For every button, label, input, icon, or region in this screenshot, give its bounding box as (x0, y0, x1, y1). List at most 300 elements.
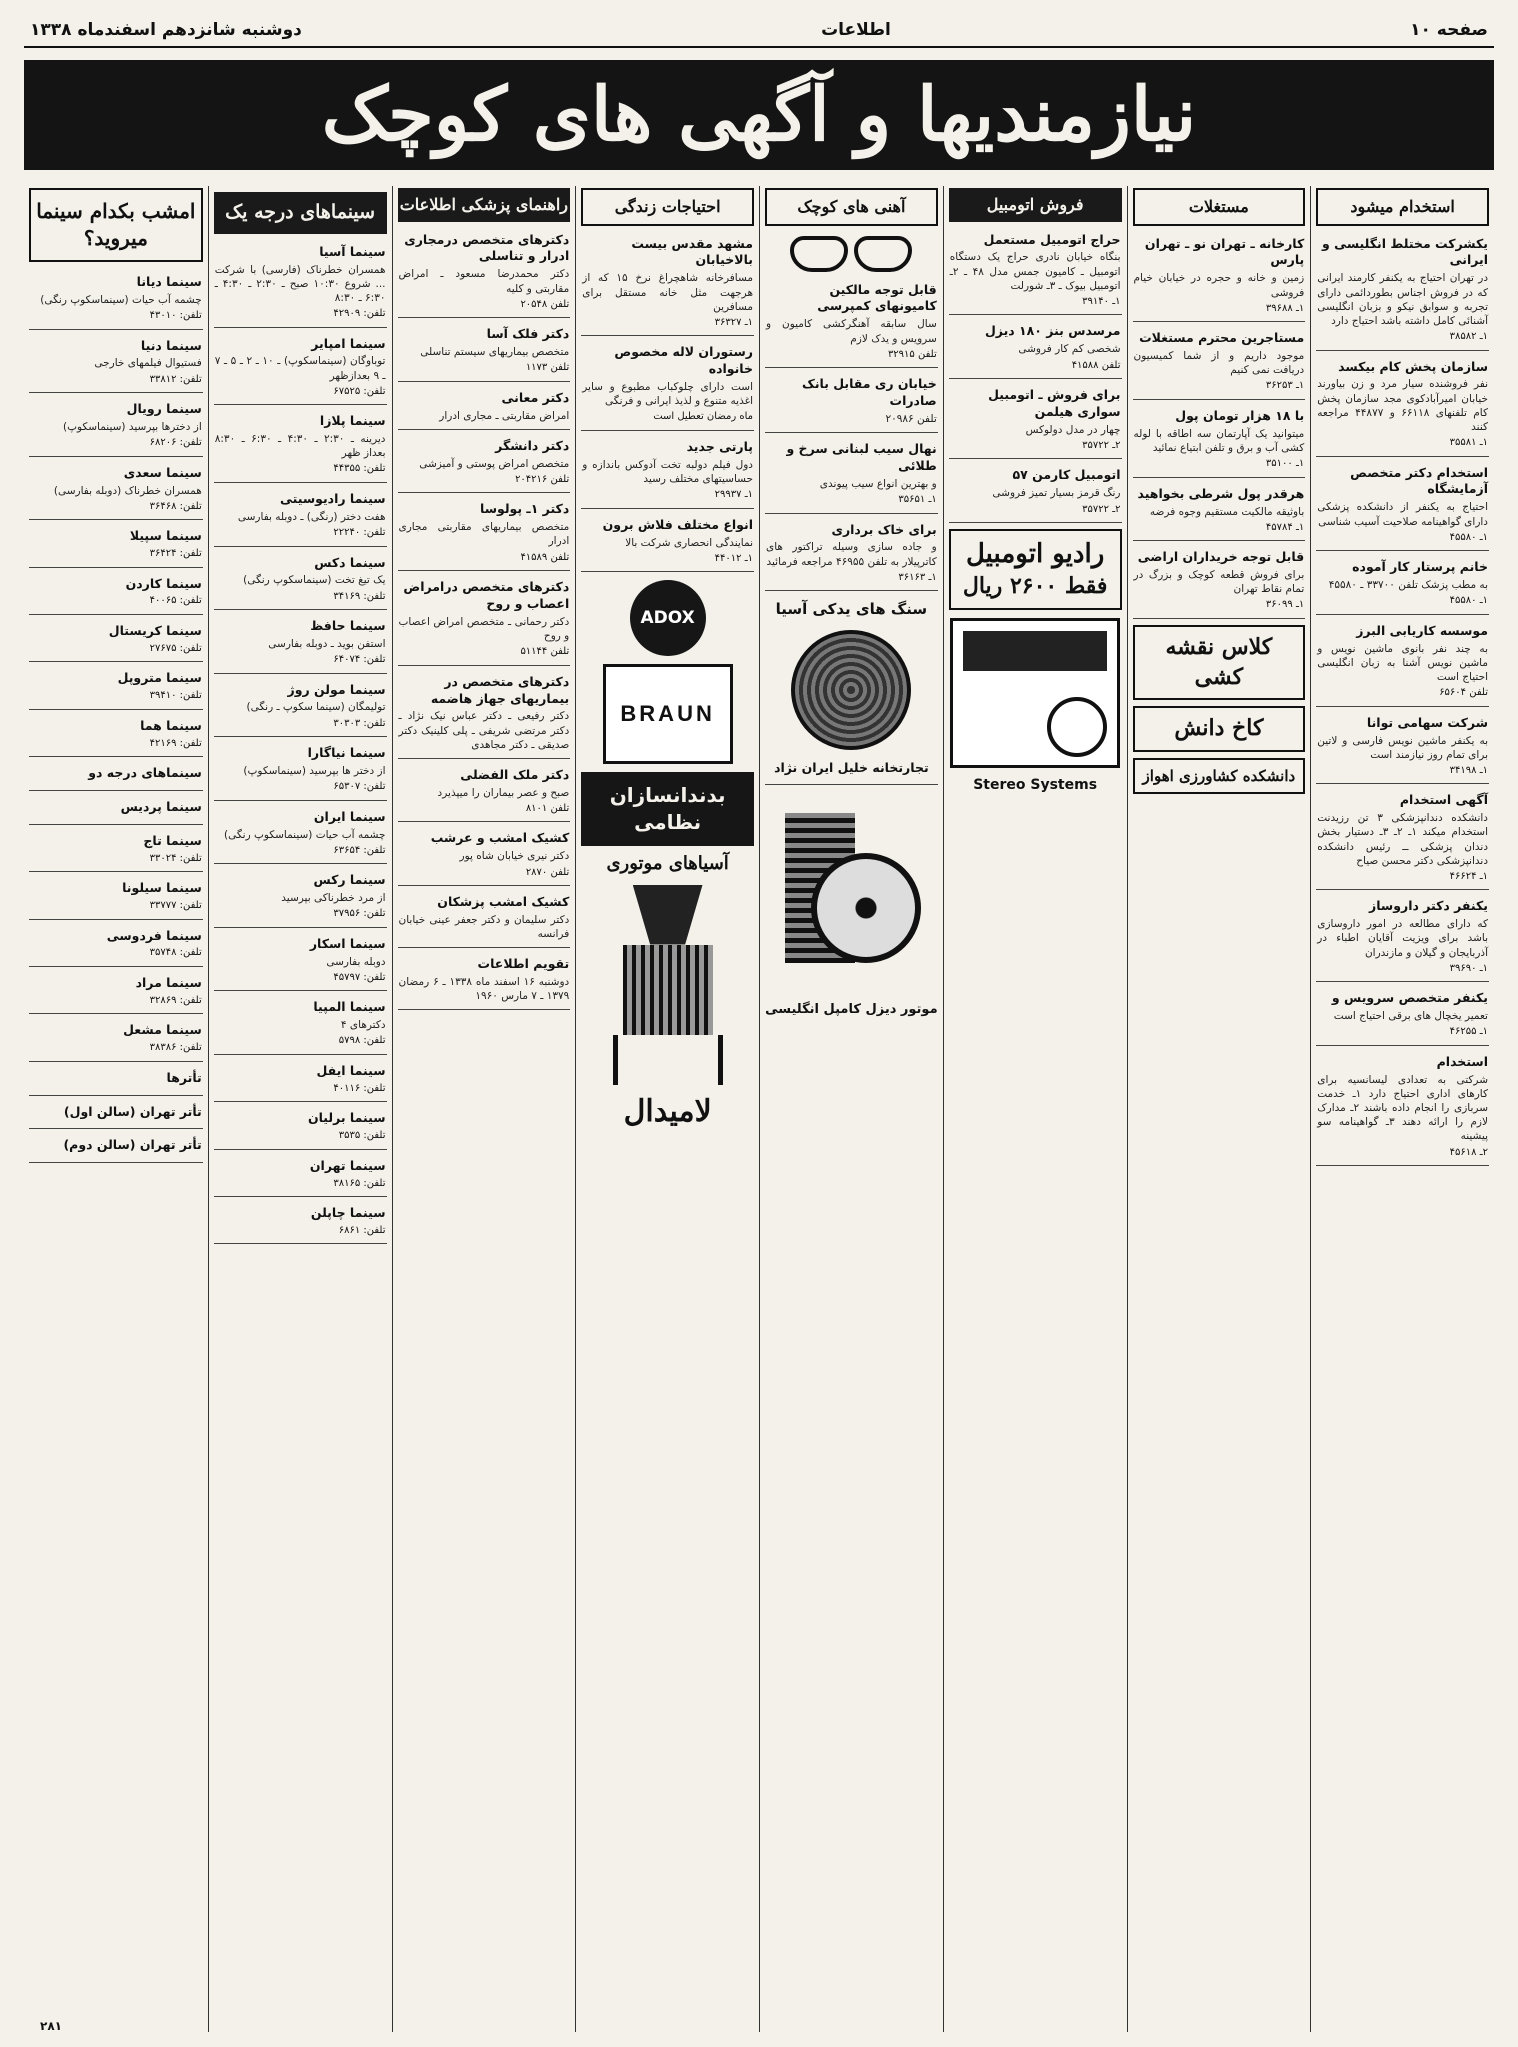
ad-body: دکتر محمدرضا مسعود ـ امراض مقاربتی و کلیه (398, 268, 570, 295)
ad-body: به مطب پزشک تلفن ۳۳۷۰۰ ـ ۴۵۵۸۰ (1328, 579, 1488, 592)
ad-body: دانشکده دندانپزشکی ۳ تن رزیدنت استخدام میکند ۱ـ ۲ـ ۳ـ دستیار بخش دندان پزشکی ــ رئیس دانشکده دندانپزشکی دکتر محسن صیاح (1317, 812, 1488, 867)
ad-title: سینما سیلونا (122, 880, 202, 896)
ad-list (1316, 232, 1489, 1166)
engine-title: موتور دیزل کامپل انگلیسی (765, 1002, 938, 1018)
ad-body: دکتر نیری خیابان شاه پور (459, 850, 570, 863)
ad-title: قابل توجه مالکین کامیونهای کمپرسی (817, 281, 937, 314)
ad-title: برای خاک برداری (831, 521, 937, 537)
ad-phone: تلفن: ۵۷۹۸ (338, 1035, 386, 1047)
ad-body: صبح و عصر بیماران را میپذیرد (437, 786, 570, 799)
classified-ad (214, 995, 387, 1055)
ad-phone: تلفن: ۲۷۶۷۵ (149, 642, 202, 654)
ad-title: سینما ایفل (316, 1062, 386, 1078)
ad-title: کارخانه ـ تهران نو ـ تهران پارس (1144, 235, 1305, 268)
ad-phone: تلفن: ۴۴۳۵۵ (333, 463, 386, 475)
ad-body: دکتر رحمانی ـ متخصص امراض اعصاب و روح (398, 615, 570, 642)
classified-ad (29, 1066, 203, 1096)
ad-body: متخصص امراض پوستی و آمیزشی (419, 457, 570, 470)
ad-title: سینما مراد (135, 974, 202, 990)
column-heading: امشب بکدام سینما میروید؟ (29, 188, 203, 262)
agri-college-ad (1133, 758, 1306, 794)
classified-ad (214, 1059, 387, 1102)
column-cinemas-first (208, 186, 392, 2032)
ad-phone: تلفن: ۳۴۱۶۹ (333, 590, 386, 602)
ad-body: متخصص بیماریهای مقاربتی مجاری ادرار (398, 521, 570, 548)
ad-phone: تلفن: ۴۲۹۰۹ (333, 308, 386, 320)
issue-date: دوشنبه شانزدهم اسفندماه ۱۳۳۸ (30, 20, 302, 40)
ad-phone: تلفن ۸۱۰۱ (525, 802, 570, 814)
classified-ad (29, 924, 203, 967)
ad-body: تولیمگان (سینما سکوپ ـ رنگی) (246, 701, 386, 714)
ad-body: دیرینه ـ ۲:۳۰ ـ ۴:۳۰ ـ ۶:۳۰ ـ ۸:۳۰ بعداز ظهر (214, 433, 386, 460)
ad-phone: تلفن: ۳۹۴۱۰ (149, 690, 202, 702)
ad-phone: تلفن: ۶۸۲۰۶ (149, 437, 202, 449)
ad-title: سینما رویال (126, 401, 202, 417)
ad-title: سینما رادیوسیتی (280, 490, 386, 506)
ad-title: یکنفر دکتر داروساز (1369, 898, 1488, 914)
ad-title: سینما پردیس (120, 798, 202, 814)
ad-title: استخدام (1436, 1053, 1488, 1069)
ad-phone: تلفن ۶۵۶۰۴ (1439, 687, 1488, 699)
ad-phone: تلفن: ۳۳۰۲۴ (149, 852, 202, 864)
classified-ad (398, 763, 571, 823)
ad-body: یک تیغ تخت (سینماسکوپ رنگی) (243, 574, 386, 587)
column-heading: راهنمای پزشکی اطلاعات (398, 188, 571, 222)
ad-phone: تلفن ۲۰۵۴۸ (520, 298, 570, 310)
ad-body: بنگاه خیابان نادری حراج یک دستگاه اتومبیل ـ کامیون جمس مدل ۴۸ ـ ۲ـ اتومبیل بیوک ـ ۳ـ شورلت (949, 251, 1121, 292)
ad-list (214, 240, 387, 1245)
ad-body: چشمه آب حیات (سینماسکوپ رنگی) (224, 828, 386, 841)
ad-title: سینما چاپلن (310, 1205, 386, 1221)
classified-ad (1316, 619, 1489, 707)
ad-body: دکترهای ۴ (340, 1019, 386, 1032)
ad-body: باوثیقه مالکیت مستقیم وجوه فرضه (1149, 505, 1305, 518)
classified-ad (1133, 326, 1306, 400)
classified-ad (949, 463, 1122, 523)
ad-title: آگهی استخدام (1399, 792, 1488, 808)
ad-phone: تلفن: ۶۵۳۰۷ (333, 781, 386, 793)
ad-phone: ۲ـ ۳۵۷۲۲ (1082, 439, 1121, 451)
classified-ad (214, 332, 387, 406)
drafting-class-ad (1133, 625, 1306, 700)
ad-body: به چند نفر بانوی ماشین نویس و ماشین نویس آشنا به زبان انگلیسی احتیاج است (1317, 642, 1488, 683)
speaker-icon (1047, 697, 1107, 757)
classified-ad (29, 795, 203, 825)
ad-phone: تلفن: ۴۵۷۹۷ (333, 971, 386, 983)
adox-logo: ADOX (630, 580, 706, 656)
column-notices (759, 186, 943, 2032)
ad-title: سینما المپیا (313, 999, 386, 1015)
ad-title: سینما مشعل (123, 1022, 202, 1038)
ad-phone: ۱ـ ۴۴۰۱۲ (714, 552, 753, 564)
ad-title: مستاجرین محترم مستغلات (1139, 330, 1305, 346)
ad-title: دکتر فلک آسا (486, 326, 570, 342)
classified-ad (29, 829, 203, 872)
classified-ad (765, 437, 938, 513)
ad-phone: تلفن ۴۱۵۸۹ (520, 551, 570, 563)
classified-ad (398, 952, 571, 1010)
classified-ad (398, 575, 571, 666)
ad-phone: تلفن: ۶۸۶۱ (338, 1224, 386, 1236)
column-heading: استخدام میشود (1316, 188, 1489, 226)
classified-ad (29, 270, 203, 330)
ad-phone: تلفن ۳۲۹۱۵ (887, 348, 937, 360)
ad-phone: تلفن: ۳۵۳۵ (338, 1130, 386, 1142)
ad-title: اتومبیل کارمن ۵۷ (1012, 467, 1121, 483)
classified-ad (398, 434, 571, 494)
column-heading: آهنی های کوچک (765, 188, 938, 226)
classifieds-banner: نیازمندیها و آگهی های کوچک (24, 60, 1494, 170)
ad-title: دکترهای متخصص در بیماریهای جهاز هاضمه (430, 673, 570, 706)
classified-ad (581, 340, 754, 431)
ad-phone: ۱ـ ۳۶۱۶۳ (898, 571, 937, 583)
ad-phone: تلفن: ۳۸۳۸۶ (149, 1042, 202, 1054)
ad-body: استفن بوید ـ دوبله بفارسی (268, 637, 386, 650)
ad-phone: تلفن: ۶۳۶۵۴ (333, 844, 386, 856)
classified-ad (29, 619, 203, 662)
ad-body: تعمیر یخچال های برقی احتیاج است (1333, 1010, 1488, 1023)
ad-title: تقویم اطلاعات (477, 956, 570, 972)
page-header (24, 14, 1494, 48)
ad-title: دکترهای متخصص درمجاری ادرار و تناسلی (404, 231, 570, 264)
ad-title: دکتر معانی (501, 389, 570, 405)
ad-phone: ماه رمضان تعطیل است (653, 411, 753, 423)
ad-phone: تلفن: ۴۳۰۱۰ (149, 310, 202, 322)
dentists-title: بدندانسازان نظامی (609, 783, 726, 835)
millstone-icon (791, 630, 911, 750)
ad-title: سینما تاج (143, 832, 202, 848)
ad-phone: ۱ـ ۳۹۶۸۸ (1265, 302, 1305, 314)
classified-ad (398, 890, 571, 948)
ad-phone: ۱ـ ۴۵۵۸۰ (1449, 595, 1488, 607)
ad-title: سینما پلازا (319, 413, 386, 429)
ad-phone: ۲ـ ۳۵۷۲۲ (1082, 503, 1121, 515)
ad-body: متخصص بیماریهای سیستم تناسلی (420, 346, 570, 359)
ad-title: هرقدر پول شرطی بخواهید (1137, 485, 1305, 501)
ad-phone: ۱ـ ۳۵۵۸۱ (1449, 437, 1488, 449)
ad-phone: تلفن: ۴۰۱۱۶ (333, 1082, 386, 1094)
classified-ad (1133, 545, 1306, 619)
classified-ad (29, 1133, 203, 1163)
ad-title: رستوران لاله مخصوص خانواده (614, 344, 753, 377)
ad-phone: تلفن ۱۱۷۳ (525, 362, 570, 374)
classified-ad (29, 761, 203, 791)
classified-ad (1316, 355, 1489, 457)
ad-phone: تلفن: ۳۸۱۶۵ (333, 1177, 386, 1189)
column-employment (1310, 186, 1494, 2032)
ad-phone: ۱ـ ۳۹۱۴۰ (1082, 295, 1121, 307)
ad-title: تأتر تهران (سالن دوم) (63, 1137, 202, 1153)
footer-mark: ۲۸۱ (40, 2019, 62, 2033)
ad-title: سینما ایران (313, 808, 386, 824)
ad-title: سینما امپایر (311, 335, 386, 351)
ad-title: برای فروش ـ اتومبیل سواری هیلمن (988, 387, 1121, 419)
classified-ad (1133, 404, 1306, 478)
ad-body: و بهترین انواع سیب پیوندی (819, 477, 937, 490)
newspaper-title: اطلاعات (821, 20, 891, 40)
ad-body: که دارای مطالعه در امور داروسازی باشد برای ویزیت آقایان اطباء در آذربایجان و گیلان و مازندران (1317, 918, 1488, 959)
ad-title: خیابان ری مقابل بانک صادرات (802, 376, 937, 409)
classified-ad (29, 524, 203, 567)
classified-ad (214, 614, 387, 674)
classified-ad (214, 868, 387, 928)
ad-body: فستیوال فیلمهای خارجی (94, 357, 202, 370)
classified-ad (765, 278, 938, 369)
classified-ad (214, 741, 387, 801)
classified-ad (581, 232, 754, 337)
ad-body: چشمه آب حیات (سینماسکوپ رنگی) (40, 293, 202, 306)
ad-phone: ۱ـ ۴۶۲۵۵ (1449, 1026, 1488, 1038)
motor-mill-title: آسیاهای موتوری (606, 853, 729, 875)
ad-title: شرکت سهامی توانا (1366, 714, 1488, 730)
ad-title: سینما کاردن (125, 575, 202, 591)
classified-ad (398, 228, 571, 319)
classified-ad (1316, 1050, 1489, 1166)
ad-list (398, 228, 571, 1011)
ad-title: سینماهای درجه دو (88, 765, 202, 781)
ad-body: تلفن ۲۰۹۸۶ (885, 412, 937, 425)
column-heading: سینماهای درجه یک (214, 192, 387, 234)
classified-ad (214, 1106, 387, 1149)
ad-title: دکترهای متخصص درامراض اعصاب و روح (403, 579, 570, 611)
ad-list (1133, 232, 1306, 619)
ad-phone: ۱ـ ۴۶۶۲۴ (1449, 870, 1488, 882)
ad-phone: ۱ـ ۴۵۵۸۰ (1449, 531, 1488, 543)
classified-ad (29, 397, 203, 457)
ad-phone: تلفن: ۳۰۳۰۳ (333, 717, 386, 729)
column-heading: فروش اتومبیل (949, 188, 1122, 222)
ad-body: شخصی کم کار فروشی (1018, 343, 1121, 356)
classified-ad (214, 805, 387, 865)
ad-title: سینما نیاگارا (307, 745, 386, 761)
ad-title: سینما آسیا (319, 243, 386, 259)
kakh-danesh-title: کاخ دانش (1174, 715, 1264, 742)
ad-body: دوبله بفارسی (326, 955, 386, 968)
ad-phone: ۱ـ ۳۶۲۵۳ (1265, 380, 1305, 392)
classified-ad (765, 518, 938, 592)
classified-ad (214, 678, 387, 738)
classified-ad (398, 386, 571, 430)
classified-ad (1316, 555, 1489, 615)
ad-phone: تلفن ۲۸۷۰ (525, 866, 570, 878)
ad-body: دول فیلم دولبه تخت آدوکس باندازه و حساسیتهای مختلف رسید (582, 458, 753, 485)
ad-title: نهال سیب لبنانی سرخ و طلائی (786, 441, 937, 473)
stereo-label: Stereo Systems (973, 776, 1098, 793)
ad-phone: تلفن: ۳۶۴۲۴ (149, 548, 202, 560)
ad-title: کشیک امشب پزشکان (437, 894, 570, 909)
diesel-engine-image (771, 793, 931, 993)
ad-body: و جاده سازی وسیله تراکتور های کاترپیلار به تلفن ۴۶۹۵۵ مراجعه فرمائید (766, 541, 937, 568)
classified-ad (398, 826, 571, 886)
ad-body: برای فروش قطعه کوچک و بزرگ در تمام نقاط تهران (1133, 569, 1305, 596)
column-cinemas-tonight (24, 186, 208, 2032)
ad-title: سینما تهران (309, 1157, 386, 1173)
ad-title: موسسه کاریابی البرز (1356, 622, 1488, 638)
ad-phone: ۱ـ ۴۵۷۸۴ (1265, 521, 1305, 533)
ad-phone: ۱ـ ۳۶۰۹۹ (1265, 599, 1305, 611)
ad-phone: تلفن: ۴۲۱۶۹ (149, 737, 202, 749)
ad-title: سینما هما (140, 717, 202, 733)
kakh-danesh-ad (1133, 706, 1306, 752)
ad-title: یکنفر متخصص سرویس و (1331, 990, 1488, 1006)
ad-phone: ۱ـ ۳۴۱۹۸ (1449, 764, 1488, 776)
ad-title: سینما رکس (313, 872, 386, 888)
ad-phone: تلفن ۵۱۱۴۴ (520, 646, 570, 658)
ad-title: دکتر دانشگر (495, 437, 570, 453)
ad-title: خانم پرستار کار آموده (1352, 559, 1488, 575)
ad-title: تأترها (166, 1069, 202, 1085)
braun-logo: BRAUN (603, 664, 733, 764)
drafting-class-title: کلاس نقشه کشی (1165, 633, 1273, 690)
ad-phone: تلفن: ۶۴۰۷۴ (333, 654, 386, 666)
ad-list (949, 228, 1122, 523)
eyeglasses-icon (765, 236, 938, 272)
classified-ad (214, 551, 387, 611)
ad-list (765, 278, 938, 592)
ad-body: هفت دختر (رنگی) ـ دوبله بفارسی (237, 510, 386, 523)
classified-ad (29, 334, 203, 394)
classified-ad (29, 461, 203, 521)
ad-phone: تلفن: ۳۳۸۱۲ (149, 373, 202, 385)
classified-ad (398, 322, 571, 382)
classified-ad (29, 971, 203, 1014)
ad-body: رنگ قرمز بسیار تمیز فروشی (992, 487, 1121, 500)
ad-phone: ۱ـ ۲۹۹۳۷ (714, 489, 753, 501)
stereo-console-image (950, 618, 1120, 768)
ad-title: مشهد مقدس بیست بالاخیابان (631, 235, 753, 268)
car-radio-price: فقط ۲۶۰۰ ریال (962, 573, 1108, 600)
ad-phone: ۱ـ ۳۵۶۵۱ (898, 494, 937, 506)
column-heading: مستغلات (1133, 188, 1306, 226)
ad-body: توباوگان (سینماسکوپ) ـ ۱۰ ـ ۲ ـ ۵ ـ ۷ ـ ۹ بعدازظهر (214, 355, 386, 382)
ad-title: تأتر تهران (سالن اول) (63, 1103, 202, 1119)
ad-title: با ۱۸ هزار تومان پول (1175, 407, 1305, 423)
classified-ad (581, 435, 754, 509)
classified-ad (214, 932, 387, 992)
ad-title: مرسدس بنز ۱۸۰ دیزل (984, 323, 1121, 339)
millstone-ad (765, 595, 938, 785)
ad-list (581, 232, 754, 573)
classified-ad (214, 240, 387, 328)
page-number: صفحه ۱۰ (1410, 20, 1488, 40)
motor-mill-image (593, 885, 743, 1085)
ad-body: همسران خطرناک (فارسی) با شرکت ... شروع ۱۰:۳۰ صبح ـ ۲:۳۰ ـ ۴:۳۰ ـ ۶:۳۰ ـ ۸:۳۰ (214, 263, 386, 304)
classified-ad (1133, 482, 1306, 542)
ad-body: سال سابقه آهنگرکشی کامیون و سرویس و یدک لازم (766, 318, 937, 345)
ad-title: قابل توجه خریداران اراضی (1137, 549, 1305, 565)
classified-ad (214, 487, 387, 547)
classified-ad (1316, 711, 1489, 785)
ad-body: دکتر سلیمان و دکتر جعفر عینی خیابان فرانسه (398, 913, 570, 941)
ad-title: سینما مولن روژ (287, 681, 386, 697)
classified-ad (398, 497, 571, 571)
agri-college-title: دانشکده کشاورزی اهواز (1142, 766, 1296, 785)
millstone-company: تجارتخانه خلیل ایران نژاد (774, 759, 929, 775)
ad-title: سینما دیانا (136, 274, 202, 289)
ad-title: سینما اسکار (309, 935, 386, 951)
classified-ad (1316, 788, 1489, 890)
ad-phone: تلفن ۴۱۵۸۸ (1071, 359, 1121, 371)
ad-body: از مرد خطرناکی بپرسید (281, 892, 386, 905)
ad-phone: تلفن: ۴۰۰۶۵ (149, 595, 202, 607)
ad-title: سینما کریستال (108, 622, 202, 638)
classified-ad (214, 1201, 387, 1244)
classified-ad (581, 513, 754, 573)
ad-body: همسران خطرناک (دوبله بفارسی) (53, 484, 202, 497)
classified-ad (29, 1018, 203, 1061)
dentists-ad (581, 772, 754, 846)
ad-phone: ۱ـ ۳۵۱۰۰ (1265, 458, 1305, 470)
ad-phone: ۲ـ ۴۵۶۱۸ (1449, 1146, 1488, 1158)
ad-phone: تلفن: ۳۷۹۵۶ (333, 908, 386, 920)
classified-ad (1316, 894, 1489, 982)
ad-title: انواع مختلف فلاش برون (602, 516, 753, 532)
ad-title: سینما دکس (314, 554, 386, 570)
ad-title: سینما حافظ (310, 618, 386, 634)
ad-body: چهار در مدل دولوکس (1025, 423, 1121, 436)
classified-ad (398, 670, 571, 759)
column-heading: احتیاجات زندگی (581, 188, 754, 226)
lamidal-ad: لامیدال (623, 1093, 712, 1129)
car-radio-title: رادیو اتومبیل (965, 539, 1105, 569)
ad-phone: تلفن: ۳۳۷۷۷ (149, 900, 202, 912)
classified-ad (1316, 986, 1489, 1046)
classified-ad (29, 876, 203, 919)
ad-title: سینما سعدی (123, 464, 202, 480)
ad-title: سینما فردوسی (106, 927, 202, 943)
ad-body: شرکتی به تعدادی لیسانسیه برای کارهای اداری احتیاج دارد ۱ـ خدمت سربازی را انجام داده باشند ۲ـ مدارک لازم را ارائه دهند ۳ـ گواهینامه سو پیشینه (1317, 1073, 1489, 1143)
classified-ad (1316, 461, 1489, 552)
ad-phone: تلفن: ۳۲۸۶۹ (149, 994, 202, 1006)
ad-title: پارتی جدید (686, 438, 753, 454)
ad-body: نفر فروشنده سیار مرد و زن بیاورند خیابان امیرآبادکوی مجد سازمان پخش کام تلفنهای ۶۶۱۱۸ و ۴۴۸۷۷ مراجعه کنند (1317, 378, 1489, 433)
ad-phone: تلفن: ۳۵۷۴۸ (149, 947, 202, 959)
ad-title: استخدام دکتر متخصص آزمایشگاه (1350, 464, 1488, 497)
ad-phone: تلفن: ۲۲۲۴۰ (333, 527, 386, 539)
ad-title: کشیک امشب و عرشب (430, 830, 570, 846)
classified-ad (214, 409, 387, 483)
ad-body: به یکنفر ماشین نویس فارسی و لاتین برای تمام روز نیازمند است (1317, 734, 1488, 761)
millstone-title: سنگ های یدکی آسیا (775, 600, 928, 619)
ad-title: سینما متروپل (117, 670, 202, 686)
car-radio-ad (949, 529, 1122, 610)
ad-title: سینما سپیلا (129, 528, 202, 544)
ad-phone: تلفن: ۳۶۴۶۸ (149, 500, 202, 512)
classified-ad (29, 714, 203, 757)
ad-body: احتیاج به یکنفر از دانشکده پزشکی دارای گواهینامه صلاحیت آسیب شناسی (1317, 501, 1488, 528)
classified-ad (765, 372, 938, 433)
ad-phone: ۱ـ ۳۶۳۲۷ (714, 316, 753, 328)
ad-title: سازمان پخش کام بیکسد (1338, 358, 1488, 374)
ad-body: نمایندگی انحصاری شرکت بالا (625, 536, 753, 549)
ad-body: دوشنبه ۱۶ اسفند ماه ۱۳۳۸ ـ ۶ رمضان ۱۳۷۹ ـ ۷ مارس ۱۹۶۰ (398, 976, 570, 1003)
classified-ad (29, 1100, 203, 1130)
ad-body: زمین و خانه و حجره در خیابان خیام فروشی (1133, 272, 1305, 299)
ad-phone: ۱ـ ۳۸۵۸۲ (1449, 331, 1488, 343)
classified-ad (29, 572, 203, 615)
classified-ad (29, 666, 203, 709)
ad-body: در تهران احتیاج به یکنفر کارمند ایرانی که در فروش اجناس بطوردائمی دارای تجربه و سوابق نیکو و بزبان انگلیسی آشنائی کامل داشته باشد احتیاج دارد (1317, 272, 1488, 327)
classified-ad (949, 383, 1122, 459)
column-car-sales (943, 186, 1127, 2032)
ad-title: سینما دنیا (140, 337, 202, 353)
ad-phone: ۱ـ ۳۹۶۹۰ (1449, 962, 1488, 974)
column-life-needs (575, 186, 759, 2032)
classifieds-grid (24, 186, 1494, 2032)
classified-ad (949, 319, 1122, 379)
ad-title: دکتر ملک الفضلی (460, 766, 570, 782)
ad-body: از دخترها بپرسید (سینماسکوپ) (63, 420, 202, 433)
